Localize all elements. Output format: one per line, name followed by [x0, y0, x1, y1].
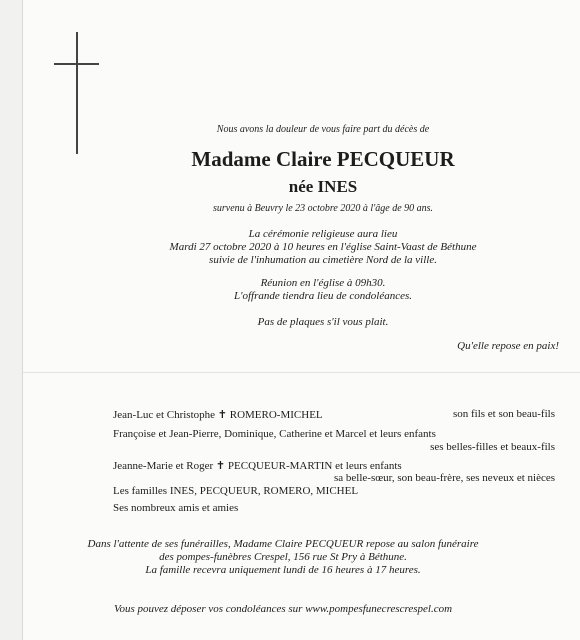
obituary-card [22, 0, 580, 640]
ceremony-line: suivie de l'inhumation au cimetière Nord de la ville. [209, 254, 437, 266]
family-member: Ses nombreux amis et amies [113, 502, 239, 514]
funeral-line: Dans l'attente de ses funérailles, Madame Claire PECQUEUR repose au salon funéraire [87, 538, 479, 550]
funeral-line: La famille recevra uniquement lundi de 16 heures à 17 heures. [145, 564, 421, 576]
rest-in-peace-text: Qu'elle repose en paix! [457, 340, 559, 352]
intro-text: Nous avons la douleur de vous faire part du décès de [216, 124, 430, 135]
meeting-line: L'offrande tiendra lieu de condoléances. [233, 290, 412, 302]
maiden-name: née INES [288, 177, 358, 196]
meeting-line: Réunion en l'église à 09h30. [260, 277, 386, 289]
no-plaques-text: Pas de plaques s'il vous plait. [257, 316, 389, 328]
family-relation: sa belle-sœur, son beau-frère, ses neveux et nièces [334, 472, 555, 484]
condolences-line: Vous pouvez déposer vos condoléances sur www.pompesfunecrescrespel.com [113, 603, 453, 615]
funeral-line: des pompes-funèbres Crespel, 156 rue St Pry à Béthune. [159, 551, 407, 563]
family-relation: son fils et son beau-fils [452, 408, 555, 420]
fold-line [23, 372, 580, 373]
family-member: Les familles INES, PECQUEUR, ROMERO, MICHEL [113, 485, 359, 497]
ceremony-line: Mardi 27 octobre 2020 à 10 heures en l'église Saint-Vaast de Béthune [169, 241, 477, 253]
family-member: Françoise et Jean-Pierre, Dominique, Catherine et Marcel et leurs enfants [113, 428, 436, 440]
family-member: Jeanne-Marie et Roger ✝ PECQUEUR-MARTIN et leurs enfants [113, 460, 402, 472]
cross-icon-bar [54, 63, 99, 65]
ceremony-line: La cérémonie religieuse aura lieu [248, 228, 398, 240]
deceased-name: Madame Claire PECQUEUR [191, 147, 455, 171]
family-relation: ses belles-filles et beaux-fils [430, 441, 555, 453]
family-member: Jean-Luc et Christophe ✝ ROMERO-MICHEL [113, 409, 323, 421]
death-details: survenu à Beuvry le 23 octobre 2020 à l'âge de 90 ans. [212, 203, 434, 214]
cross-icon [76, 32, 78, 154]
